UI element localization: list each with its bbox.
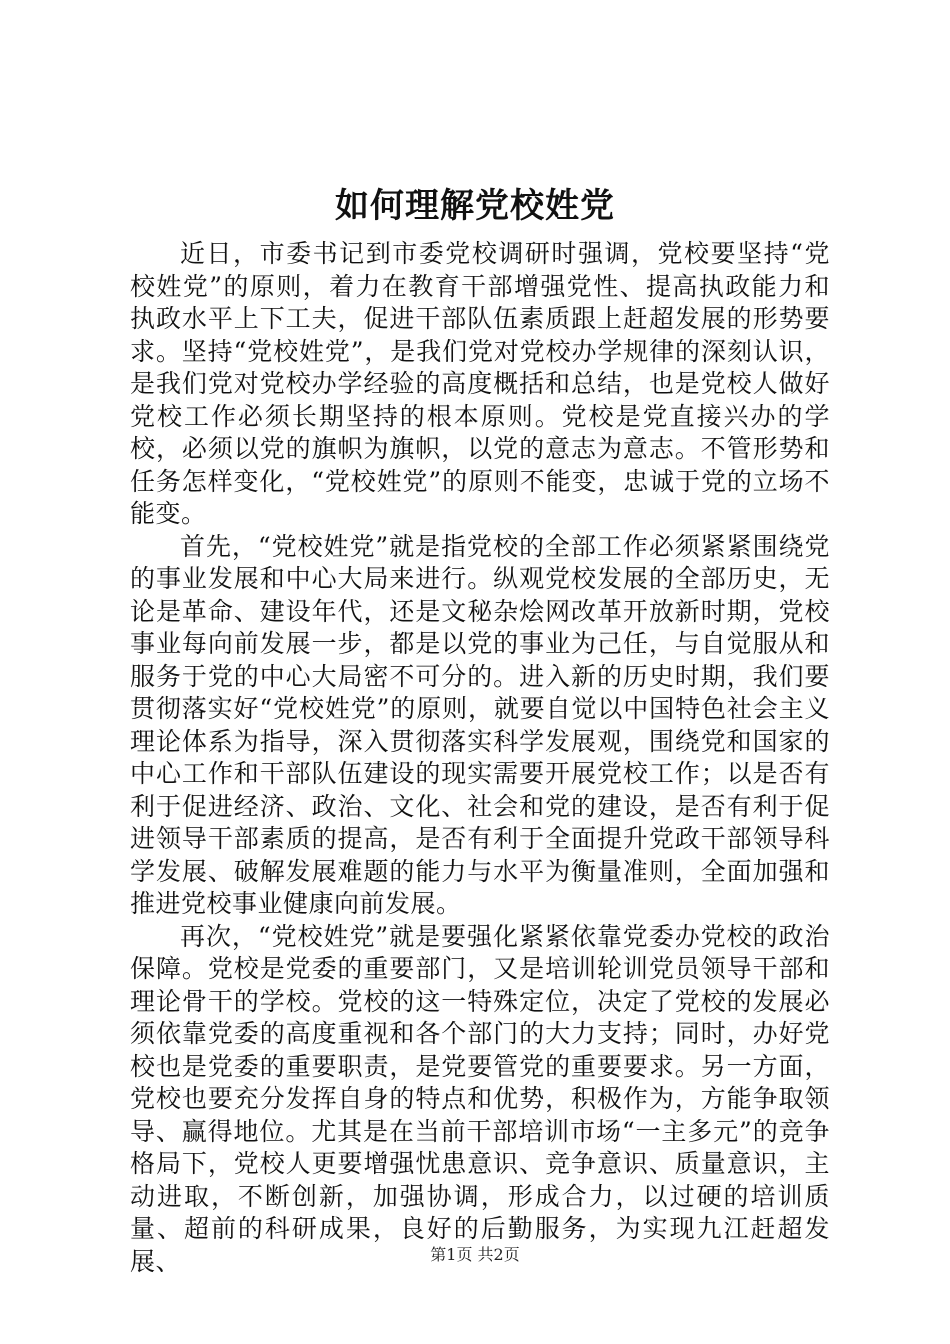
page-number-footer: 第1页 共2页 (430, 1245, 520, 1264)
paragraph-second-point: 再次，“党校姓党”就是要强化紧紧依靠党委办党校的政治保障。党校是党委的重要部门，又是培训轮训党员领导干部和理论骨干的学校。党校的这一特殊定位，决定了党校的发展必须依靠党委的高度重视和各个部门的大力支持；同时，办好党校也是党委的重要职责，是党要管党的重要要求。另一方面，党校也要充分发挥自身的特点和优势，积极作为，方能争取领导、赢得地位。尤其是在当前干部培训市场“一主多元”的竞争格局下，党校人更要增强忧患意识、竞争意识、质量意识，主动进取，不断创新，加强协调，形成合力，以过硬的培训质量、超前的科研成果，良好的后勤服务，为实现九江赶超发展、 (130, 921, 830, 1276)
paragraph-first-point: 首先，“党校姓党”就是指党校的全部工作必须紧紧围绕党的事业发展和中心大局来进行。纵观党校发展的全部历史，无论是革命、建设年代，还是文秘杂烩网改革开放新时期，党校事业每向前发展一步，都是以党的事业为己任，与自觉服从和服务于党的中心大局密不可分的。进入新的历史时期，我们要贯彻落实好“党校姓党”的原则，就要自觉以中国特色社会主义理论体系为指导，深入贯彻落实科学发展观，围绕党和国家的中心工作和干部队伍建设的现实需要开展党校工作；以是否有利于促进经济、政治、文化、社会和党的建设，是否有利于促进领导干部素质的提高，是否有利于全面提升党政干部领导科学发展、破解发展难题的能力与水平为衡量准则，全面加强和推进党校事业健康向前发展。 (130, 531, 830, 918)
paragraph-intro: 近日，市委书记到市委党校调研时强调，党校要坚持“党校姓党”的原则，着力在教育干部增强党性、提高执政能力和执政水平上下工夫，促进干部队伍素质跟上赶超发展的形势要求。坚持“党校姓党”，是我们党对党校办学规律的深刻认识，是我们党对党校办学经验的高度概括和总结，也是党校人做好党校工作必须长期坚持的根本原则。党校是党直接兴办的学校，必须以党的旗帜为旗帜，以党的意志为意志。不管形势和任务怎样变化，“党校姓党”的原则不能变，忠诚于党的立场不能变。 (130, 239, 830, 528)
document-body (130, 238, 830, 1278)
document-title: 如何理解党校姓党 (335, 186, 615, 226)
